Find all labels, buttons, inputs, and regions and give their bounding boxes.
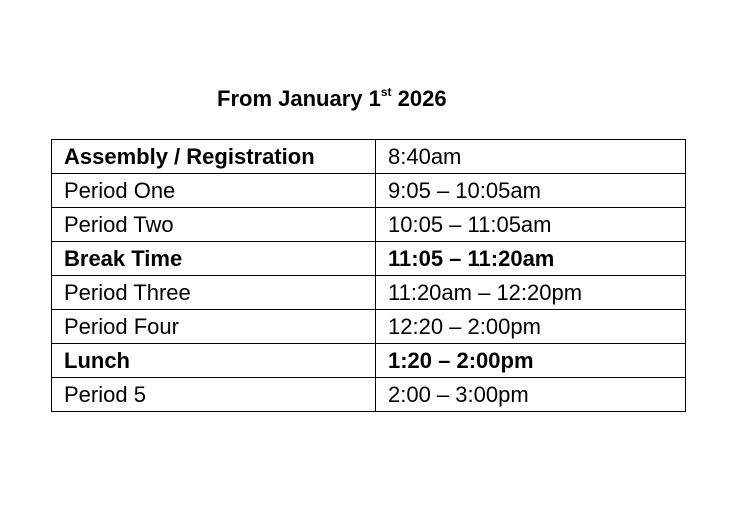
title-year: 2026	[391, 86, 447, 111]
table-row	[52, 344, 686, 378]
period-time: 9:05 – 10:05am	[376, 174, 686, 208]
table-row	[52, 208, 686, 242]
period-label: Period Two	[52, 208, 376, 242]
period-time: 8:40am	[376, 140, 686, 174]
period-label: Period One	[52, 174, 376, 208]
table-row	[52, 276, 686, 310]
table-row	[52, 310, 686, 344]
title-superscript: st	[380, 84, 392, 99]
period-time: 10:05 – 11:05am	[376, 208, 686, 242]
period-time: 1:20 – 2:00pm	[376, 344, 686, 378]
period-time: 11:20am – 12:20pm	[376, 276, 686, 310]
period-label: Break Time	[52, 242, 376, 276]
schedule-table	[51, 139, 686, 412]
period-time: 11:05 – 11:20am	[376, 242, 686, 276]
period-label: Lunch	[52, 344, 376, 378]
table-row	[52, 174, 686, 208]
period-label: Period Four	[52, 310, 376, 344]
period-label: Period Three	[52, 276, 376, 310]
period-label: Period 5	[52, 378, 376, 412]
table-row	[52, 378, 686, 412]
table-row	[52, 242, 686, 276]
title-prefix: From January 1	[217, 86, 381, 111]
period-time: 2:00 – 3:00pm	[376, 378, 686, 412]
page-title	[217, 84, 447, 114]
table-row	[52, 140, 686, 174]
period-label: Assembly / Registration	[52, 140, 376, 174]
period-time: 12:20 – 2:00pm	[376, 310, 686, 344]
